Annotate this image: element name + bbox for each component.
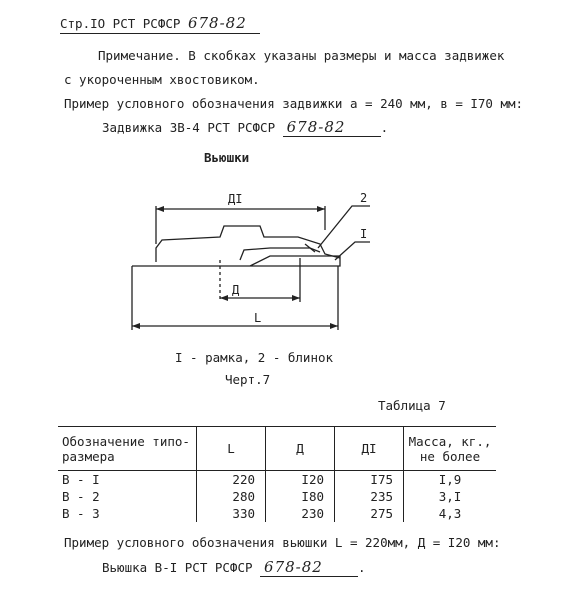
- header-underline: [60, 33, 260, 34]
- cell-d: I80: [266, 488, 335, 505]
- example1-designation-row: [102, 118, 388, 137]
- callout-2-label: 2: [360, 191, 368, 205]
- data-table: [58, 426, 496, 522]
- technical-drawing: [120, 190, 380, 340]
- d1-arrow-right: [317, 206, 325, 212]
- header-doc-number: 678-82: [187, 14, 247, 32]
- page-header: [60, 14, 247, 32]
- drawing-caption: Черт.7: [225, 372, 271, 387]
- d-arrow-right: [292, 295, 300, 301]
- drawing-title: Вьюшки: [204, 150, 250, 165]
- label-d: Д: [232, 283, 240, 297]
- table-header-row: [58, 427, 496, 471]
- cell-type: В - 2: [62, 489, 100, 504]
- cell-mass: I,9: [404, 471, 497, 489]
- table-row: [58, 471, 496, 489]
- note-line-1: Примечание. В скобках указаны размеры и масса задвижек: [98, 48, 505, 63]
- example2-designation: Вьюшка В-I РСТ РСФСР: [102, 560, 253, 575]
- page-ref: Стр.IO РСТ РСФСР: [60, 16, 181, 31]
- cell-d: 230: [266, 505, 335, 522]
- example1-line: Пример условного обозначения задвижки а = 240 мм, в = I70 мм:: [64, 96, 524, 111]
- cell-d1: 235: [335, 488, 404, 505]
- label-d1: ДI: [228, 192, 243, 206]
- label-l: L: [254, 311, 262, 325]
- table-row: [58, 505, 496, 522]
- header-l: L: [197, 427, 266, 471]
- l-arrow-right: [330, 323, 338, 329]
- lid-inner: [240, 248, 320, 260]
- cell-mass: 4,3: [404, 505, 497, 522]
- cell-d1: 275: [335, 505, 404, 522]
- example1-doc-number: 678-82: [283, 118, 381, 137]
- example2-doc-number: 678-82: [260, 558, 358, 577]
- note-line-2: с укороченным хвостовиком.: [64, 72, 260, 87]
- header-d1: ДI: [335, 427, 404, 471]
- d1-arrow-left: [156, 206, 164, 212]
- d-arrow-left: [220, 295, 228, 301]
- header-type: Обозначение типо- размера: [58, 427, 197, 471]
- header-d: Д: [266, 427, 335, 471]
- table-row: [58, 488, 496, 505]
- cell-d1: I75: [335, 471, 404, 489]
- cell-l: 330: [197, 505, 266, 522]
- example1-end: .: [380, 120, 389, 135]
- drawing-legend: I - рамка, 2 - блинок: [175, 350, 334, 365]
- example1-designation: Задвижка ЗВ-4 РСТ РСФСР: [102, 120, 276, 135]
- l-arrow-left: [132, 323, 140, 329]
- cell-l: 220: [197, 471, 266, 489]
- example2-line: Пример условного обозначения вьюшки L = 220мм, Д = I20 мм:: [64, 535, 501, 550]
- cell-d: I20: [266, 471, 335, 489]
- header-mass: Масса, кг., не более: [404, 427, 497, 471]
- example2-end: .: [358, 560, 366, 575]
- cell-l: 280: [197, 488, 266, 505]
- example2-designation-row: [102, 558, 366, 577]
- frame-outline: [132, 256, 340, 266]
- cell-mass: 3,I: [404, 488, 497, 505]
- cell-type: В - I: [62, 472, 100, 487]
- callout-1-label: I: [360, 227, 368, 241]
- table-title: Таблица 7: [378, 398, 446, 413]
- cell-type: В - 3: [62, 506, 100, 521]
